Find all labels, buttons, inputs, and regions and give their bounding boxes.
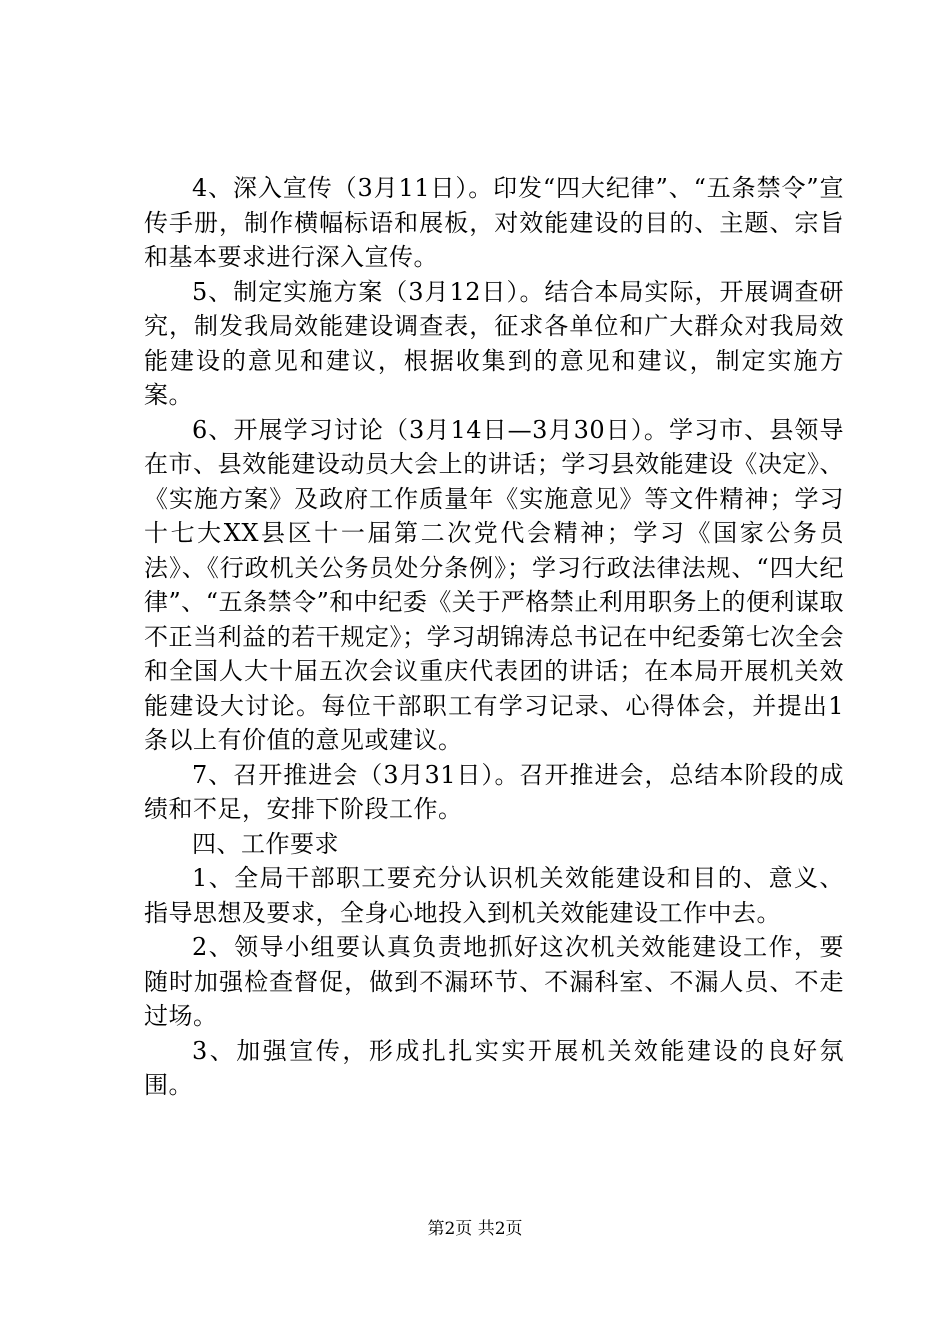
paragraph-requirement-2: 2、领导小组要认真负责地抓好这次机关效能建设工作，要随时加强检查督促，做到不漏环节、不漏科室、不漏人员、不走过场。 bbox=[144, 933, 844, 1030]
paragraph-publicity: 4、深入宣传（3月11日）。印发“四大纪律”、“五条禁令”宣传手册，制作横幅标语和展板，对效能建设的目的、主题、宗旨和基本要求进行深入宣传。 bbox=[144, 174, 844, 271]
document-body bbox=[144, 171, 844, 1103]
page-number-footer: 第2页 共2页 bbox=[427, 1219, 523, 1239]
paragraph-study-discussion: 6、开展学习讨论（3月14日—3月30日）。学习市、县领导在市、县效能建设动员大会上的讲话；学习县效能建设《决定》、《实施方案》及政府工作质量年《实施意见》等文件精神；学习十七大XX县区十一届第二次党代会精神；学习《国家公务员法》、《行政机关公务员处分条例》；学习行政法律法规、“四大纪律”、“五条禁令”和中纪委《关于严格禁止利用职务上的便利谋取不正当利益的若干规定》；学习胡锦涛总书记在中纪委第七次全会和全国人大十届五次会议重庆代表团的讲话；在本局开展机关效能建设大讨论。每位干部职工有学习记录、心得体会，并提出1条以上有价值的意见或建议。 bbox=[144, 415, 844, 754]
paragraph-progress-meeting: 7、召开推进会（3月31日）。召开推进会，总结本阶段的成绩和不足，安排下阶段工作。 bbox=[144, 760, 844, 823]
paragraph-implementation-plan: 5、制定实施方案（3月12日）。结合本局实际，开展调查研究，制发我局效能建设调查表，征求各单位和广大群众对我局效能建设的意见和建议，根据收集到的意见和建议，制定实施方案。 bbox=[144, 277, 844, 409]
paragraph-requirement-1: 1、全局干部职工要充分认识机关效能建设和目的、意义、指导思想及要求，全身心地投入到机关效能建设工作中去。 bbox=[144, 864, 844, 927]
paragraph-requirement-3: 3、加强宣传，形成扎扎实实开展机关效能建设的良好氛围。 bbox=[144, 1036, 844, 1099]
section-heading-work-requirements: 四、工作要求 bbox=[192, 829, 339, 858]
